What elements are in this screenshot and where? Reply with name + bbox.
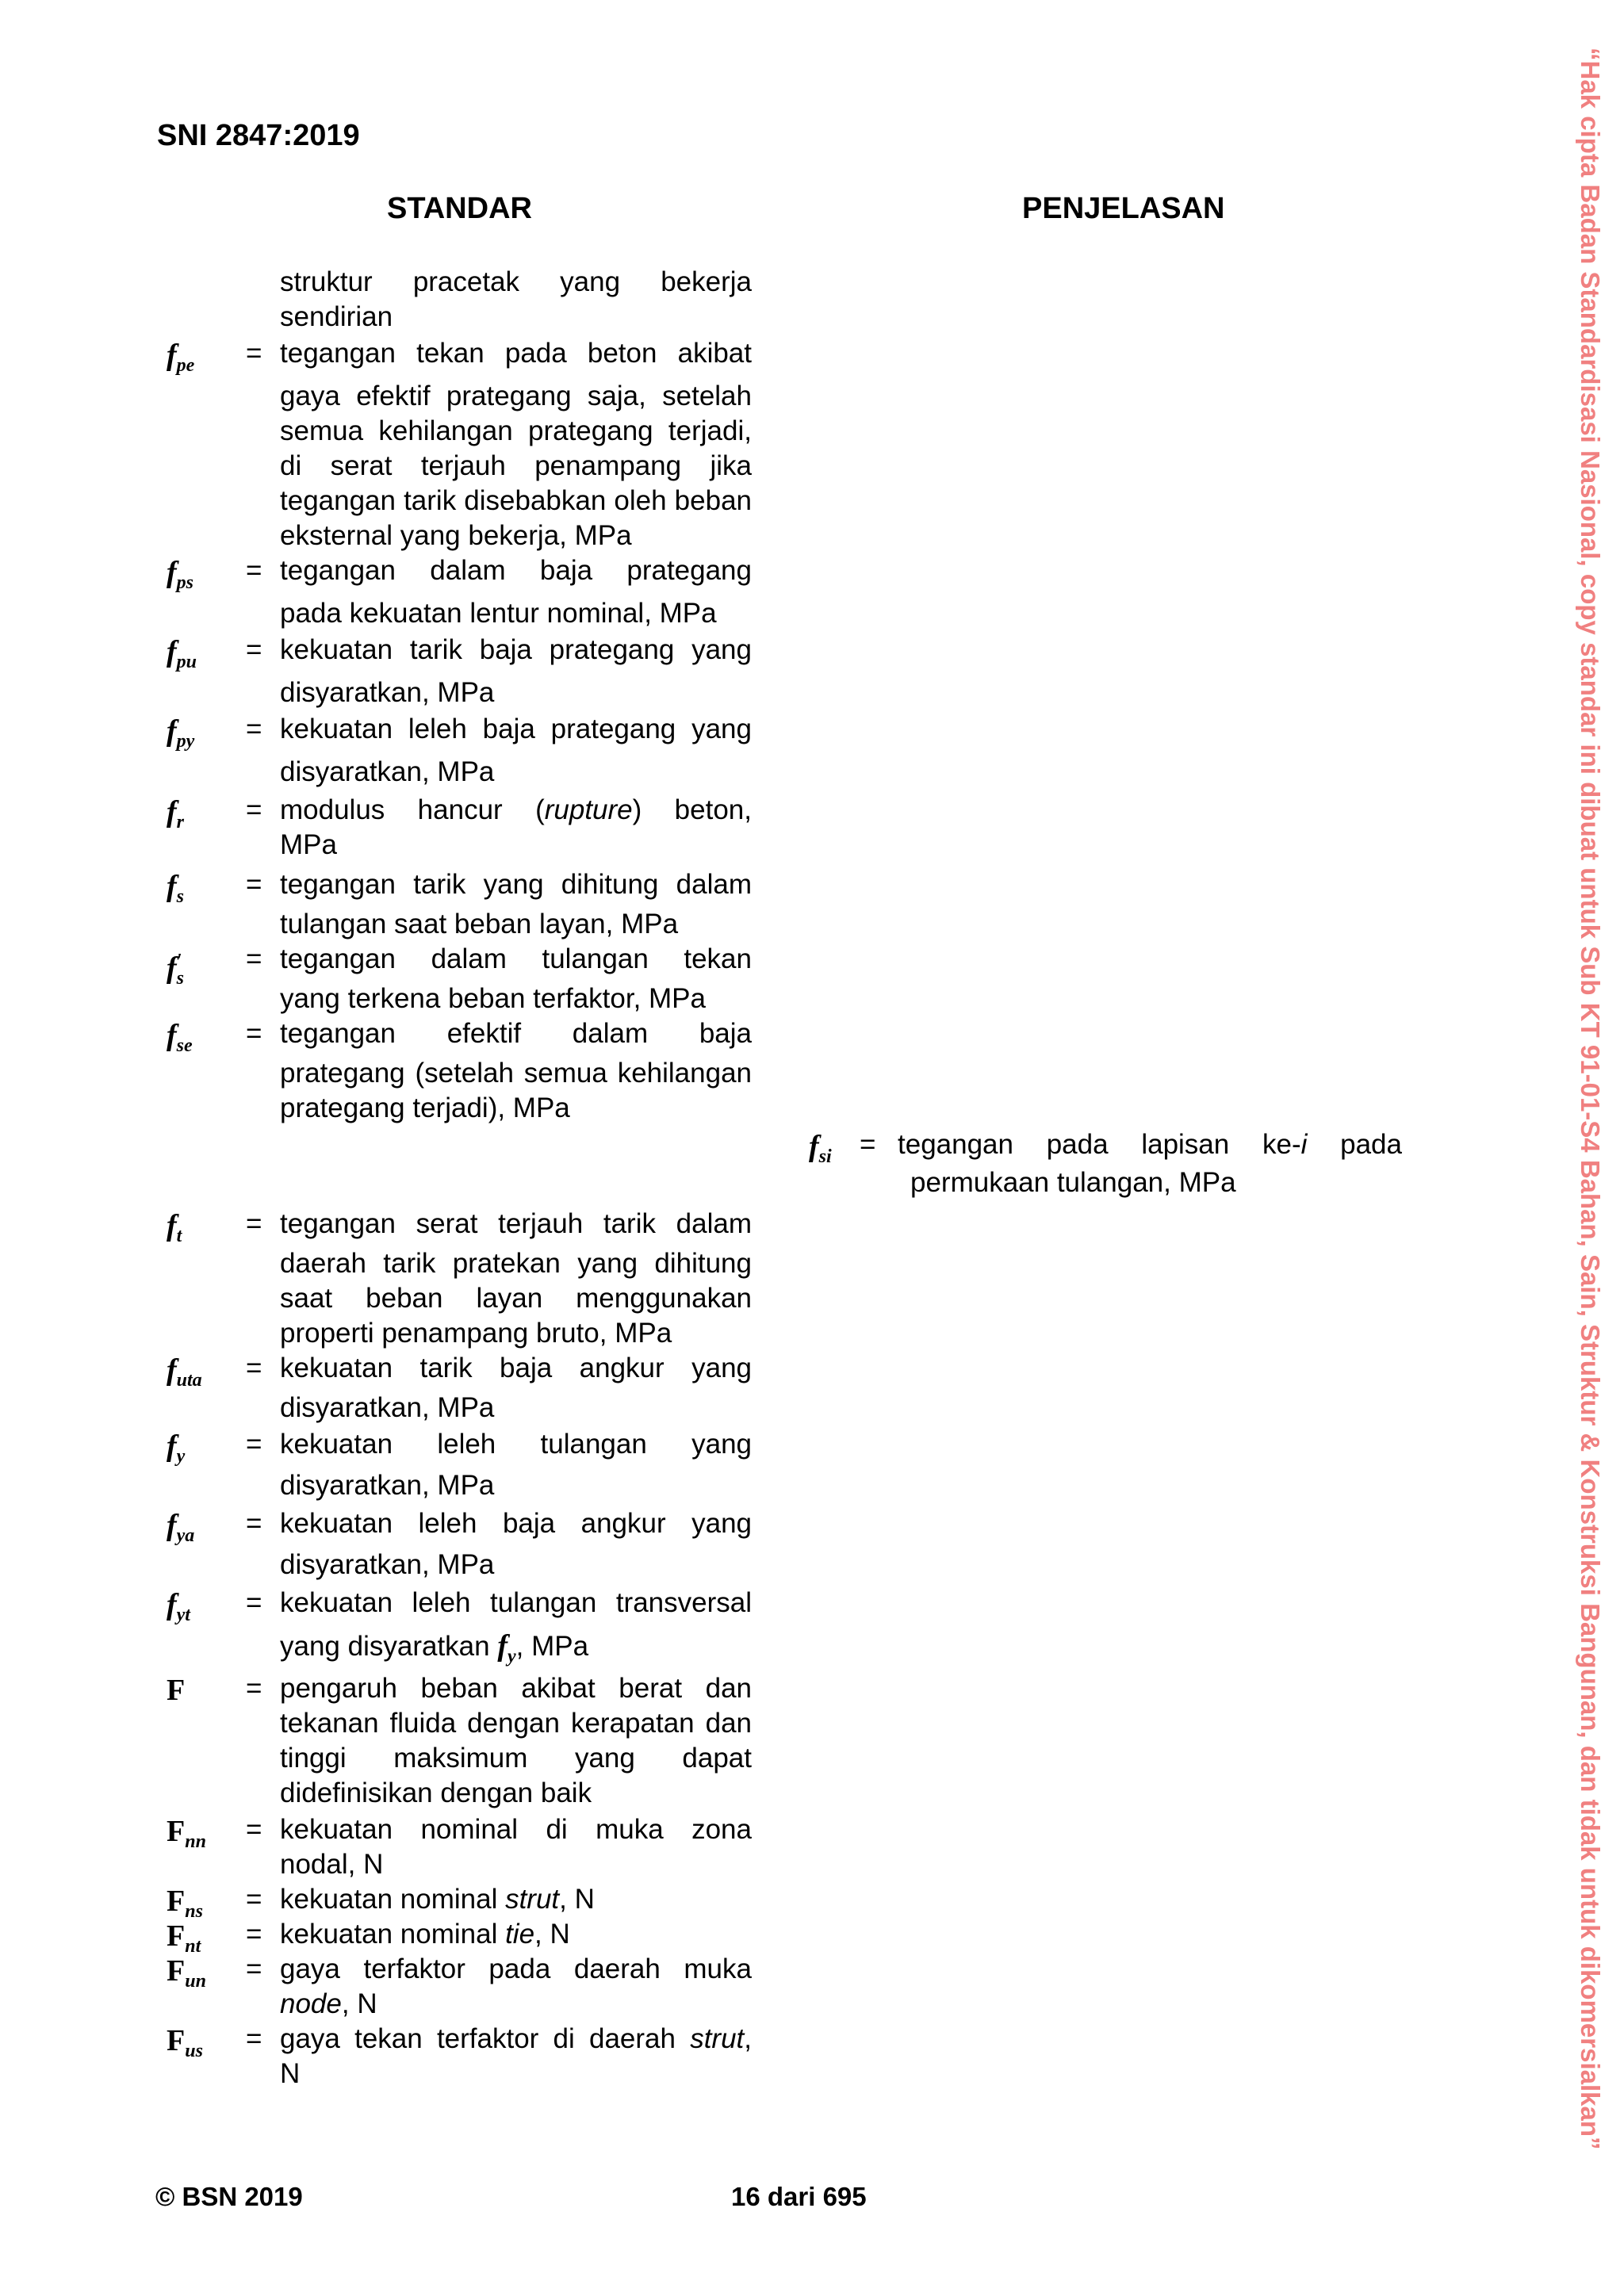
explanation-fsi: $f_{si}$ = tegangan pada lapisan ke-i pada permukaan tulangan, MPa [809, 1129, 1402, 1198]
footer-page-number: 16 dari 695 [731, 2182, 867, 2211]
symbol-ft: $f_t$ [167, 1209, 182, 1246]
symbol-fpy: $f_{py}$ [167, 714, 195, 752]
symbol-fs-prime: $f_s'$ [167, 951, 184, 989]
symbol-fyt: $f_{yt}$ [167, 1588, 190, 1625]
definition-fpe: $f_{pe}$ = tegangan tekan pada beton akibat gaya efektif prategang saja, setelah semua kehilangan prategang terjadi, di serat terjauh penampang jika tegangan tarik disebabkan oleh beban eksternal yang bekerja, MPa [167, 338, 752, 551]
symbol-Fnn: $F_{nn}$ [167, 1815, 206, 1852]
symbol-fya: $f_{ya}$ [167, 1509, 195, 1546]
symbol-Fnt: $F_{nt}$ [167, 1919, 201, 1957]
symbol-Fus: $F_{us}$ [167, 2024, 203, 2061]
definition-fyt: $f_{yt}$ = kekuatan leleh tulangan transversal yang disyaratkan $f_y$, MPa [167, 1587, 752, 1667]
symbol-fs: $f_s$ [167, 870, 184, 907]
definition-fse: $f_{se}$ = tegangan efektif dalam baja prategang (setelah semua kehilangan prategang terjadi), MPa [167, 1018, 752, 1123]
definition-fpu: $f_{pu}$ = kekuatan tarik baja prategang yang disyaratkan, MPa [167, 634, 752, 708]
definition-fya: $f_{ya}$ = kekuatan leleh baja angkur yang disyaratkan, MPa [167, 1508, 752, 1580]
symbol-fsi: $f_{si}$ [809, 1130, 832, 1167]
definition-fs-prime: $f_s'$ = tegangan dalam tulangan tekan yang terkena beban terfaktor, MPa [167, 943, 752, 1014]
definition-ft: $f_t$ = tegangan serat terjauh tarik dalam daerah tarik pratekan yang dihitung saat beban layan menggunakan properti penampang bruto, MPa [167, 1208, 752, 1349]
definition-Fus: $F_{us}$ = gaya tekan terfaktor di daerah strut, N [167, 2023, 752, 2089]
definition-continuation: struktur pracetak yang bekerja sendirian [280, 266, 752, 332]
definition-fs: $f_s$ = tegangan tarik yang dihitung dalam tulangan saat beban layan, MPa [167, 869, 752, 939]
definition-Fnt: $F_{nt}$ = kekuatan nominal tie, N [157, 1917, 752, 1952]
definition-fy: $f_y$ = kekuatan leleh tulangan yang disyaratkan, MPa [167, 1429, 752, 1501]
definition-fr: $f_r$ = modulus hancur (rupture) beton, MPa [167, 794, 752, 860]
symbol-fpe: $f_{pe}$ [167, 339, 195, 376]
definition-Fns: $F_{ns}$ = kekuatan nominal strut, N [157, 1882, 752, 1917]
copyright-watermark: “Hak cipta Badan Standardisasi Nasional, copy standar ini dibuat untuk Sub KT 91-01-S4 Bahan, Sain, Struktur & Konstruksi Bangunan, dan tidak untuk dikomersialkan” [1576, 48, 1605, 2150]
definition-fps: $f_{ps}$ = tegangan dalam baja prategang pada kekuatan lentur nominal, MPa [167, 555, 752, 629]
definition-futa: $f_{uta}$ = kekuatan tarik baja angkur yang disyaratkan, MPa [167, 1353, 752, 1423]
symbol-Fns: $F_{ns}$ [167, 1885, 203, 1922]
definition-fpy: $f_{py}$ = kekuatan leleh baja prategang yang disyaratkan, MPa [167, 714, 752, 787]
symbol-fpu: $f_{pu}$ [167, 635, 197, 672]
symbol-fy: $f_y$ [167, 1429, 186, 1467]
symbol-fps: $f_{ps}$ [167, 556, 193, 593]
definition-Fnn: $F_{nn}$ = kekuatan nominal di muka zona nodal, N [167, 1814, 752, 1880]
definition-Fun: $F_{un}$ = gaya terfaktor pada daerah muka node, N [167, 1954, 752, 2019]
column-heading-explanation: PENJELASAN [1022, 192, 1225, 225]
symbol-fr: $f_r$ [167, 795, 184, 832]
symbol-fse: $f_{se}$ [167, 1019, 193, 1056]
document-code: SNI 2847:2019 [157, 119, 360, 152]
symbol-F: F [167, 1674, 186, 1707]
footer-copyright: © BSN 2019 [155, 2182, 303, 2211]
symbol-futa: $f_{uta}$ [167, 1353, 202, 1391]
definition-F: F = pengaruh beban akibat berat dan tekanan fluida dengan kerapatan dan tinggi maksimum yang dapat didefinisikan dengan baik [167, 1673, 752, 1808]
symbol-Fun: $F_{un}$ [167, 1954, 206, 1992]
column-heading-standard: STANDAR [387, 192, 532, 225]
